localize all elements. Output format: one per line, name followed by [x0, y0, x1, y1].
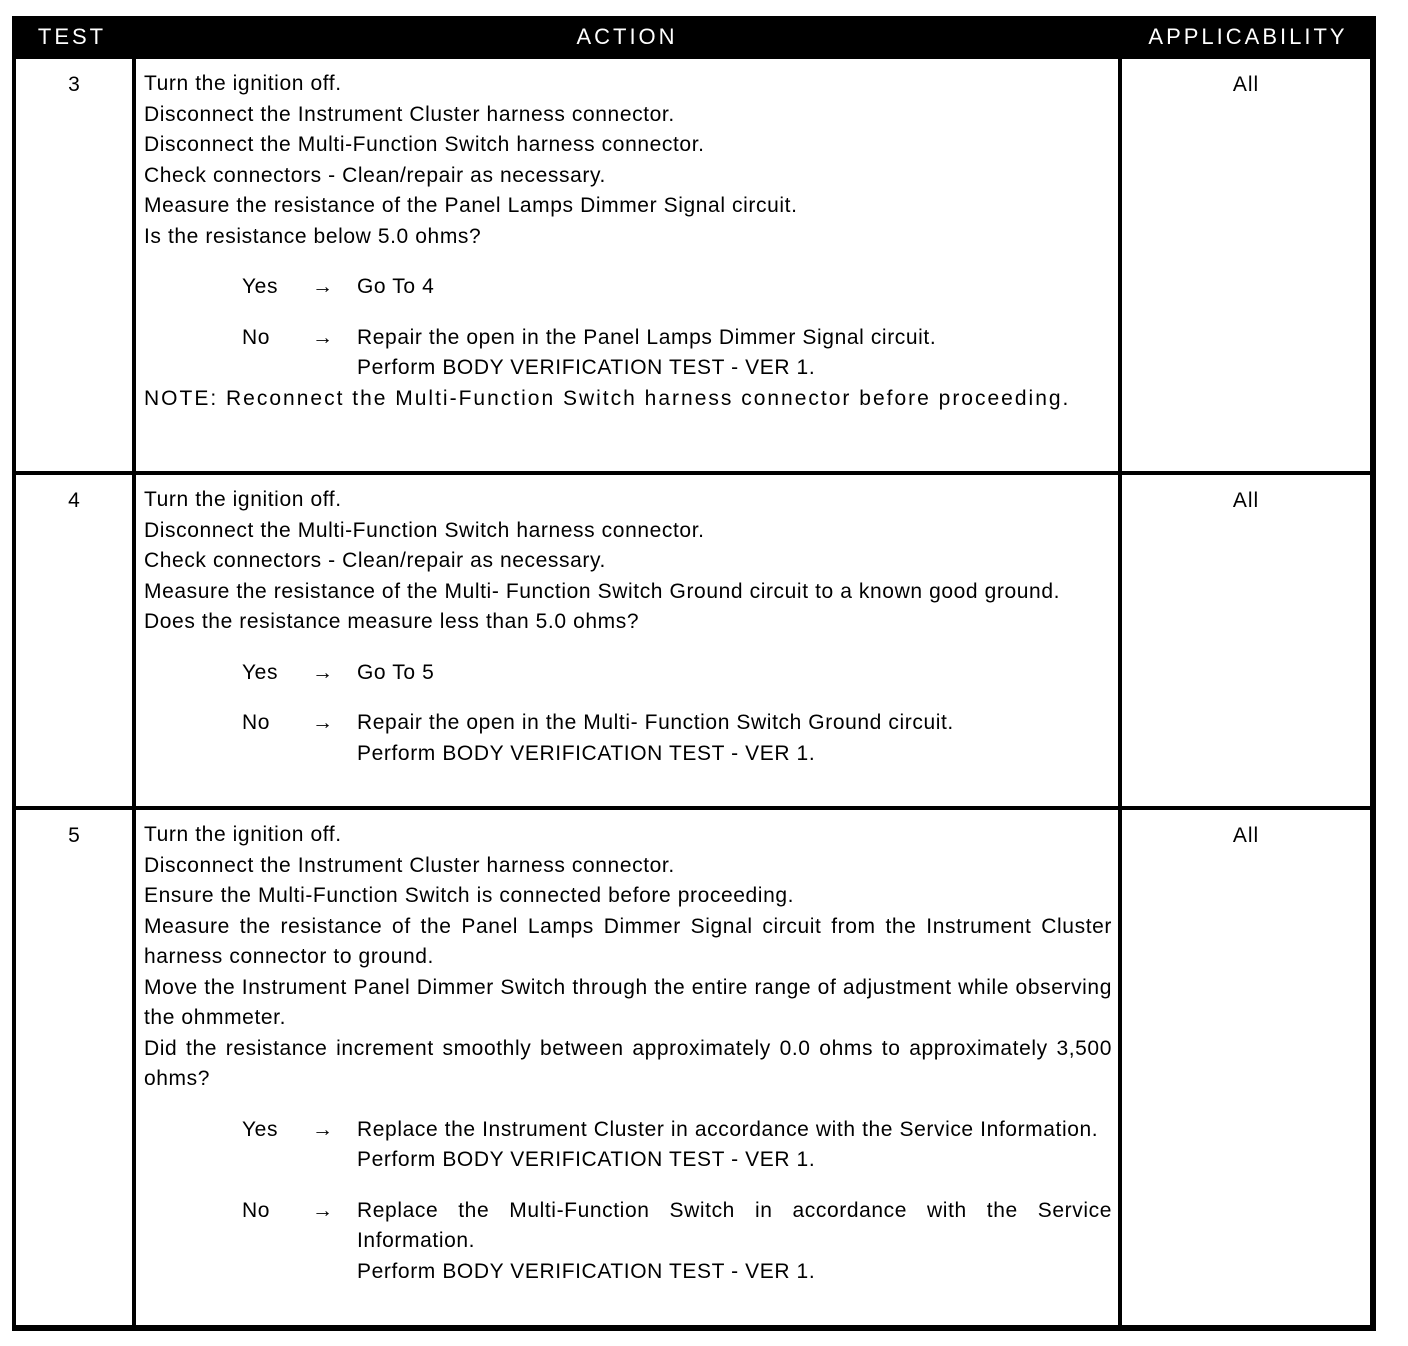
arrow-icon: →: [312, 711, 334, 734]
action-line: Did the resistance increment smoothly between approximately 0.0 ohms to approximately 3,500 ohms?: [144, 1036, 1112, 1090]
action-line: Ensure the Multi-Function Switch is connected before proceeding.: [144, 884, 795, 907]
applicability-cell: All: [1122, 810, 1370, 1325]
action-line: Check connectors - Clean/repair as necessary.: [144, 549, 606, 572]
diagnostic-table: [12, 16, 1376, 1331]
header-action: ACTION: [576, 24, 678, 49]
action-line: Is the resistance below 5.0 ohms?: [144, 224, 482, 248]
answer-line: Go To 4: [357, 275, 435, 298]
note-text: NOTE: Reconnect the Multi-Function Switch harness connector before proceeding.: [144, 386, 1071, 410]
arrow-icon: →: [312, 1198, 334, 1222]
yes-label: Yes: [242, 275, 279, 298]
test-number: 5: [16, 810, 132, 1325]
no-label: No: [242, 325, 271, 349]
action-line: Turn the ignition off.: [144, 72, 342, 95]
answer-line: Repair the open in the Panel Lamps Dimmer Signal circuit.: [357, 325, 937, 349]
action-line: Does the resistance measure less than 5.0 ohms?: [144, 610, 640, 633]
yes-answer: [144, 272, 1112, 303]
action-line: Turn the ignition off.: [144, 488, 342, 511]
answer-line: Perform BODY VERIFICATION TEST - VER 1.: [357, 356, 816, 379]
arrow-icon: →: [312, 275, 334, 298]
action-line: Move the Instrument Panel Dimmer Switch through the entire range of adjustment while observing the ohmmeter.: [144, 975, 1112, 1029]
applicability-cell: All: [1122, 475, 1370, 806]
yes-answer: [144, 658, 1112, 689]
no-answer: [144, 708, 1112, 769]
answer-line: Go To 5: [357, 660, 435, 684]
table-header: [12, 16, 1376, 56]
no-label: No: [242, 711, 271, 734]
answer-line: Perform BODY VERIFICATION TEST - VER 1.: [357, 1148, 816, 1171]
action-cell: [136, 475, 1118, 806]
answer-line: Replace the Instrument Cluster in accordance with the Service Information.: [357, 1117, 1099, 1141]
no-label: No: [242, 1198, 271, 1222]
action-line: Disconnect the Multi-Function Switch harness connector.: [144, 133, 705, 156]
arrow-icon: →: [312, 660, 334, 684]
answer-line: Perform BODY VERIFICATION TEST - VER 1.: [357, 1259, 816, 1283]
action-cell: [136, 810, 1118, 1325]
no-answer: [144, 1196, 1112, 1288]
action-line: Measure the resistance of the Panel Lamps Dimmer Signal circuit.: [144, 194, 798, 217]
action-line: Disconnect the Instrument Cluster harness connector.: [144, 853, 675, 877]
action-line: Measure the resistance of the Multi- Function Switch Ground circuit to a known good ground.: [144, 579, 1061, 603]
action-line: Measure the resistance of the Panel Lamps Dimmer Signal circuit from the Instrument Cluster harness connector to ground.: [144, 914, 1112, 968]
arrow-icon: →: [312, 1117, 334, 1141]
action-line: Turn the ignition off.: [144, 823, 342, 846]
answer-line: Repair the open in the Multi- Function Switch Ground circuit.: [357, 711, 954, 734]
yes-answer: [144, 1115, 1112, 1176]
header-test: TEST: [37, 24, 107, 49]
test-number: 4: [16, 475, 132, 806]
test-number: 3: [16, 59, 132, 471]
action-cell: [136, 59, 1118, 471]
yes-label: Yes: [242, 660, 279, 684]
applicability-cell: All: [1122, 59, 1370, 471]
action-line: Check connectors - Clean/repair as necessary.: [144, 163, 606, 187]
header-applicability: APPLICABILITY: [1148, 24, 1348, 49]
answer-line: Perform BODY VERIFICATION TEST - VER 1.: [357, 741, 816, 765]
arrow-icon: →: [312, 325, 334, 349]
action-line: Disconnect the Instrument Cluster harness connector.: [144, 102, 675, 126]
yes-label: Yes: [242, 1117, 279, 1141]
action-line: Disconnect the Multi-Function Switch harness connector.: [144, 518, 705, 542]
no-answer: [144, 323, 1112, 384]
answer-line: Replace the Multi-Function Switch in accordance with the Service Information.: [357, 1198, 1112, 1252]
